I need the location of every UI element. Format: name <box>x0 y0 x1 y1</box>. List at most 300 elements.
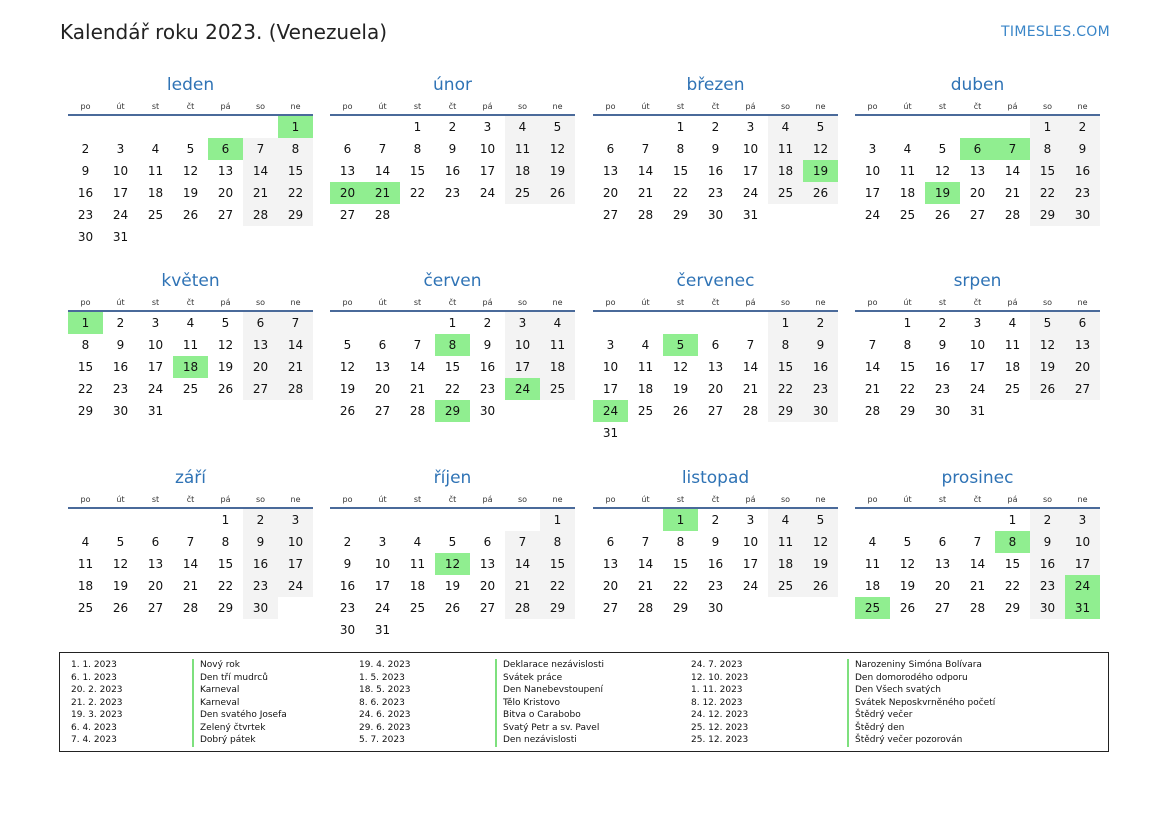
day-cell: 9 <box>711 535 720 549</box>
day-cell: 15 <box>77 360 94 374</box>
day-cell: 29 <box>540 597 575 619</box>
day-cell: 14 <box>278 334 313 356</box>
day-cell: 23 <box>1065 182 1100 204</box>
holiday-date: 8. 6. 2023 <box>359 697 405 708</box>
day-cell: 13 <box>479 557 496 571</box>
day-cell: 24 <box>864 208 881 222</box>
day-cell: 14 <box>637 557 654 571</box>
month-title: červenec <box>676 271 755 291</box>
weekday-header <box>68 100 313 116</box>
day-cell: 18 <box>409 579 426 593</box>
day-cell: 27 <box>602 208 619 222</box>
day-cell: 22 <box>77 382 94 396</box>
day-cell: 27 <box>707 404 724 418</box>
weekday-label: po <box>342 298 353 307</box>
holiday-date: 6. 4. 2023 <box>71 722 117 733</box>
day-cell: 2 <box>343 535 352 549</box>
month-title: březen <box>686 75 745 95</box>
day-cell: 25 <box>77 601 94 615</box>
day-cell: 6 <box>243 312 278 334</box>
day-cell: 1 <box>448 316 457 330</box>
day-cell: 10 <box>147 338 164 352</box>
holiday-name: Den nezávislosti <box>495 734 577 747</box>
day-cell: 26 <box>934 208 951 222</box>
empty-cell <box>68 116 103 138</box>
holiday-name: Svátek práce <box>495 672 562 685</box>
day-cell: 21 <box>864 382 881 396</box>
weekday-label: pá <box>745 102 756 111</box>
day-cell: 16 <box>934 360 951 374</box>
day-cell: 13 <box>934 557 951 571</box>
day-cell: 13 <box>602 164 619 178</box>
day-grid <box>593 116 838 226</box>
day-cell: 5 <box>1030 312 1065 334</box>
day-cell: 25 <box>505 182 540 204</box>
month-title: květen <box>161 271 220 291</box>
day-cell: 16 <box>339 579 356 593</box>
weekday-label: pá <box>745 298 756 307</box>
day-cell: 16 <box>1030 553 1065 575</box>
day-cell: 14 <box>182 557 199 571</box>
day-cell: 30 <box>1065 204 1100 226</box>
day-cell: 15 <box>540 553 575 575</box>
day-grid <box>68 509 313 619</box>
day-cell: 23 <box>479 382 496 396</box>
day-cell: 16 <box>243 553 278 575</box>
day-cell: 18 <box>768 553 803 575</box>
day-cell: 19 <box>1030 356 1065 378</box>
day-cell: 23 <box>339 601 356 615</box>
day-cell: 7 <box>278 312 313 334</box>
day-cell: 10 <box>374 557 391 571</box>
day-cell: 4 <box>505 116 540 138</box>
day-cell: 27 <box>339 208 356 222</box>
day-cell: 30 <box>339 623 356 637</box>
day-cell: 11 <box>768 138 803 160</box>
weekday-label: st <box>676 102 685 111</box>
day-cell: 9 <box>448 142 457 156</box>
day-cell: 7 <box>413 338 422 352</box>
weekday-label: st <box>413 495 422 504</box>
month-10 <box>330 467 575 641</box>
day-cell: 20 <box>374 382 391 396</box>
day-cell: 1 <box>903 316 912 330</box>
weekday-label: út <box>641 495 650 504</box>
holiday-day: 31 <box>1065 597 1100 619</box>
weekday-label: po <box>867 298 878 307</box>
day-cell: 13 <box>707 360 724 374</box>
holiday-date: 19. 4. 2023 <box>359 660 411 670</box>
day-cell: 14 <box>742 360 759 374</box>
weekday-label: st <box>413 102 422 111</box>
day-cell: 8 <box>903 338 912 352</box>
day-cell: 12 <box>899 557 916 571</box>
day-cell: 14 <box>969 557 986 571</box>
weekday-label: so <box>255 298 266 307</box>
empty-cell <box>435 509 470 531</box>
day-cell: 3 <box>378 535 387 549</box>
day-cell: 15 <box>1004 557 1021 571</box>
day-cell: 10 <box>505 334 540 356</box>
day-cell: 31 <box>602 426 619 440</box>
holiday-day: 6 <box>208 138 243 160</box>
day-cell: 15 <box>217 557 234 571</box>
day-cell: 20 <box>147 579 164 593</box>
weekday-label: ne <box>290 298 301 307</box>
day-cell: 12 <box>339 360 356 374</box>
day-cell: 23 <box>77 208 94 222</box>
month-12 <box>855 467 1100 619</box>
empty-cell <box>365 509 400 531</box>
day-cell: 25 <box>540 378 575 400</box>
day-cell: 9 <box>711 142 720 156</box>
day-cell: 27 <box>217 208 234 222</box>
day-cell: 18 <box>899 186 916 200</box>
holiday-date: 29. 6. 2023 <box>359 722 411 733</box>
empty-cell <box>855 312 890 334</box>
day-cell: 13 <box>147 557 164 571</box>
day-grid <box>330 509 575 641</box>
day-cell: 17 <box>969 360 986 374</box>
holiday-legend <box>59 652 1109 752</box>
day-cell: 28 <box>243 204 278 226</box>
empty-cell <box>628 116 663 138</box>
holiday-day: 21 <box>365 182 400 204</box>
day-cell: 27 <box>602 601 619 615</box>
weekday-label: út <box>903 102 912 111</box>
month-1 <box>68 74 313 248</box>
holiday-name: Den tří mudrců <box>192 672 268 685</box>
empty-cell <box>173 509 208 531</box>
day-cell: 5 <box>938 142 947 156</box>
day-cell: 26 <box>1030 378 1065 400</box>
weekday-header <box>593 100 838 116</box>
day-cell: 25 <box>768 575 803 597</box>
day-cell: 14 <box>505 553 540 575</box>
day-cell: 25 <box>637 404 654 418</box>
day-cell: 9 <box>1065 138 1100 160</box>
day-cell: 12 <box>1030 334 1065 356</box>
empty-cell <box>855 116 890 138</box>
day-cell: 20 <box>707 382 724 396</box>
day-cell: 24 <box>112 208 129 222</box>
day-cell: 15 <box>768 356 803 378</box>
day-cell: 14 <box>409 360 426 374</box>
day-cell: 17 <box>505 356 540 378</box>
day-cell: 5 <box>186 142 195 156</box>
day-cell: 27 <box>479 601 496 615</box>
holiday-day: 8 <box>995 531 1030 553</box>
month-2 <box>330 74 575 226</box>
day-cell: 17 <box>278 553 313 575</box>
day-cell: 25 <box>768 182 803 204</box>
day-cell: 20 <box>602 579 619 593</box>
day-cell: 8 <box>413 142 422 156</box>
day-cell: 29 <box>217 601 234 615</box>
weekday-label: út <box>116 102 125 111</box>
day-cell: 11 <box>147 164 164 178</box>
day-cell: 18 <box>1004 360 1021 374</box>
day-cell: 5 <box>221 316 230 330</box>
day-cell: 18 <box>540 356 575 378</box>
day-cell: 2 <box>711 513 720 527</box>
empty-cell <box>208 116 243 138</box>
weekday-label: po <box>342 102 353 111</box>
weekday-label: čt <box>448 298 457 307</box>
holiday-name: Den svatého Josefa <box>192 709 287 722</box>
holiday-date: 6. 1. 2023 <box>71 672 117 683</box>
day-cell: 23 <box>1030 575 1065 597</box>
weekday-label: so <box>780 102 791 111</box>
holiday-day: 8 <box>435 334 470 356</box>
day-cell: 22 <box>899 382 916 396</box>
day-cell: 11 <box>899 164 916 178</box>
weekday-label: čt <box>973 495 982 504</box>
weekday-header <box>855 100 1100 116</box>
day-cell: 21 <box>278 356 313 378</box>
day-cell: 28 <box>1004 208 1021 222</box>
day-cell: 1 <box>221 513 230 527</box>
month-4 <box>855 74 1100 226</box>
day-cell: 5 <box>540 116 575 138</box>
day-cell: 29 <box>768 400 803 422</box>
month-title: leden <box>166 75 215 95</box>
day-cell: 2 <box>1030 509 1065 531</box>
day-cell: 20 <box>602 186 619 200</box>
day-cell: 4 <box>903 142 912 156</box>
day-cell: 9 <box>483 338 492 352</box>
holiday-date: 1. 1. 2023 <box>71 660 117 670</box>
day-cell: 15 <box>278 160 313 182</box>
day-cell: 24 <box>147 382 164 396</box>
empty-cell <box>925 116 960 138</box>
day-cell: 10 <box>742 535 759 549</box>
weekday-label: čt <box>711 495 720 504</box>
day-cell: 15 <box>672 557 689 571</box>
weekday-header <box>593 493 838 509</box>
day-cell: 9 <box>343 557 352 571</box>
day-cell: 16 <box>707 557 724 571</box>
weekday-header <box>330 100 575 116</box>
day-cell: 22 <box>540 575 575 597</box>
day-grid <box>593 312 838 444</box>
holiday-day: 12 <box>435 553 470 575</box>
day-cell: 31 <box>374 623 391 637</box>
weekday-label: st <box>938 298 947 307</box>
day-cell: 7 <box>378 142 387 156</box>
empty-cell <box>330 509 365 531</box>
brand-link[interactable]: TIMESLES.COM <box>1001 24 1110 40</box>
day-cell: 5 <box>803 116 838 138</box>
weekday-label: so <box>517 102 528 111</box>
day-cell: 23 <box>444 186 461 200</box>
weekday-label: pá <box>220 298 231 307</box>
weekday-label: ne <box>552 298 563 307</box>
day-cell: 4 <box>540 312 575 334</box>
weekday-label: po <box>342 495 353 504</box>
holiday-date: 7. 4. 2023 <box>71 735 117 745</box>
day-cell: 24 <box>742 186 759 200</box>
day-cell: 30 <box>77 230 94 244</box>
day-cell: 7 <box>505 531 540 553</box>
page-title: Kalendář roku 2023. (Venezuela) <box>60 20 388 44</box>
day-cell: 2 <box>243 509 278 531</box>
day-cell: 18 <box>147 186 164 200</box>
month-title: prosinec <box>941 468 1014 488</box>
holiday-name: Zelený čtvrtek <box>192 722 265 735</box>
day-cell: 13 <box>217 164 234 178</box>
day-cell: 2 <box>711 120 720 134</box>
weekday-label: so <box>517 495 528 504</box>
day-cell: 23 <box>707 579 724 593</box>
day-cell: 30 <box>803 400 838 422</box>
day-cell: 28 <box>278 378 313 400</box>
weekday-label: st <box>676 298 685 307</box>
day-cell: 4 <box>151 142 160 156</box>
day-cell: 29 <box>672 208 689 222</box>
holiday-name: Karneval <box>192 697 239 710</box>
day-cell: 30 <box>479 404 496 418</box>
day-cell: 3 <box>278 509 313 531</box>
day-cell: 5 <box>903 535 912 549</box>
weekday-label: st <box>151 298 160 307</box>
weekday-label: st <box>938 102 947 111</box>
weekday-label: st <box>413 298 422 307</box>
holiday-day: 5 <box>663 334 698 356</box>
weekday-label: st <box>151 102 160 111</box>
weekday-label: út <box>378 102 387 111</box>
weekday-label: pá <box>1007 495 1018 504</box>
weekday-label: so <box>1042 102 1053 111</box>
day-cell: 22 <box>672 579 689 593</box>
weekday-label: po <box>80 102 91 111</box>
day-cell: 28 <box>409 404 426 418</box>
holiday-date: 24. 6. 2023 <box>359 710 411 720</box>
month-3 <box>593 74 838 226</box>
day-cell: 17 <box>864 186 881 200</box>
weekday-label: pá <box>482 495 493 504</box>
holiday-date: 1. 11. 2023 <box>691 685 743 695</box>
day-cell: 25 <box>409 601 426 615</box>
holiday-date: 18. 5. 2023 <box>359 685 411 695</box>
day-cell: 22 <box>672 186 689 200</box>
holiday-date: 24. 7. 2023 <box>691 660 743 670</box>
day-grid <box>68 116 313 248</box>
month-title: listopad <box>681 468 750 488</box>
day-cell: 7 <box>186 535 195 549</box>
day-cell: 12 <box>672 360 689 374</box>
weekday-label: út <box>903 495 912 504</box>
day-cell: 4 <box>768 116 803 138</box>
day-cell: 26 <box>803 182 838 204</box>
day-cell: 22 <box>768 378 803 400</box>
day-cell: 28 <box>864 404 881 418</box>
day-grid <box>593 509 838 619</box>
weekday-label: so <box>780 298 791 307</box>
holiday-day: 29 <box>435 400 470 422</box>
day-cell: 28 <box>969 601 986 615</box>
month-8 <box>855 270 1100 422</box>
day-cell: 28 <box>182 601 199 615</box>
day-cell: 20 <box>969 186 986 200</box>
weekday-label: čt <box>186 298 195 307</box>
day-cell: 1 <box>413 120 422 134</box>
weekday-label: pá <box>1007 298 1018 307</box>
empty-cell <box>400 509 435 531</box>
day-cell: 3 <box>868 142 877 156</box>
weekday-label: út <box>116 298 125 307</box>
day-cell: 2 <box>81 142 90 156</box>
day-cell: 30 <box>934 404 951 418</box>
day-cell: 21 <box>742 382 759 396</box>
day-cell: 6 <box>1065 312 1100 334</box>
empty-cell <box>960 116 995 138</box>
empty-cell <box>103 116 138 138</box>
day-cell: 7 <box>973 535 982 549</box>
weekday-label: st <box>938 495 947 504</box>
day-cell: 10 <box>112 164 129 178</box>
weekday-label: ne <box>815 298 826 307</box>
day-cell: 17 <box>602 382 619 396</box>
day-cell: 16 <box>479 360 496 374</box>
day-cell: 23 <box>112 382 129 396</box>
month-title: září <box>174 468 207 488</box>
holiday-name: Bitva o Carabobo <box>495 709 581 722</box>
day-cell: 1 <box>540 509 575 531</box>
holiday-name: Nový rok <box>192 659 240 672</box>
day-cell: 3 <box>116 142 125 156</box>
weekday-label: po <box>80 298 91 307</box>
weekday-label: čt <box>186 495 195 504</box>
day-cell: 21 <box>243 182 278 204</box>
day-cell: 19 <box>339 382 356 396</box>
day-cell: 8 <box>768 334 803 356</box>
day-cell: 27 <box>374 404 391 418</box>
day-cell: 26 <box>540 182 575 204</box>
empty-cell <box>103 509 138 531</box>
day-cell: 21 <box>182 579 199 593</box>
day-cell: 22 <box>409 186 426 200</box>
day-cell: 4 <box>413 535 422 549</box>
day-cell: 10 <box>1065 531 1100 553</box>
day-cell: 4 <box>186 316 195 330</box>
weekday-header <box>593 296 838 312</box>
day-cell: 3 <box>746 120 755 134</box>
month-title: říjen <box>433 468 472 488</box>
holiday-date: 19. 3. 2023 <box>71 710 123 720</box>
holiday-name: Svatý Petr a sv. Pavel <box>495 722 599 735</box>
day-cell: 10 <box>479 142 496 156</box>
day-cell: 12 <box>803 531 838 553</box>
day-cell: 21 <box>637 186 654 200</box>
day-cell: 22 <box>278 182 313 204</box>
day-grid <box>855 509 1100 619</box>
empty-cell <box>243 116 278 138</box>
day-cell: 11 <box>637 360 654 374</box>
day-cell: 3 <box>606 338 615 352</box>
day-cell: 29 <box>77 404 94 418</box>
weekday-label: pá <box>220 495 231 504</box>
weekday-label: so <box>255 495 266 504</box>
weekday-label: čt <box>186 102 195 111</box>
day-cell: 13 <box>602 557 619 571</box>
weekday-label: út <box>116 495 125 504</box>
day-cell: 14 <box>243 160 278 182</box>
day-cell: 24 <box>479 186 496 200</box>
empty-cell <box>733 312 768 334</box>
day-cell: 30 <box>707 208 724 222</box>
holiday-day: 24 <box>505 378 540 400</box>
